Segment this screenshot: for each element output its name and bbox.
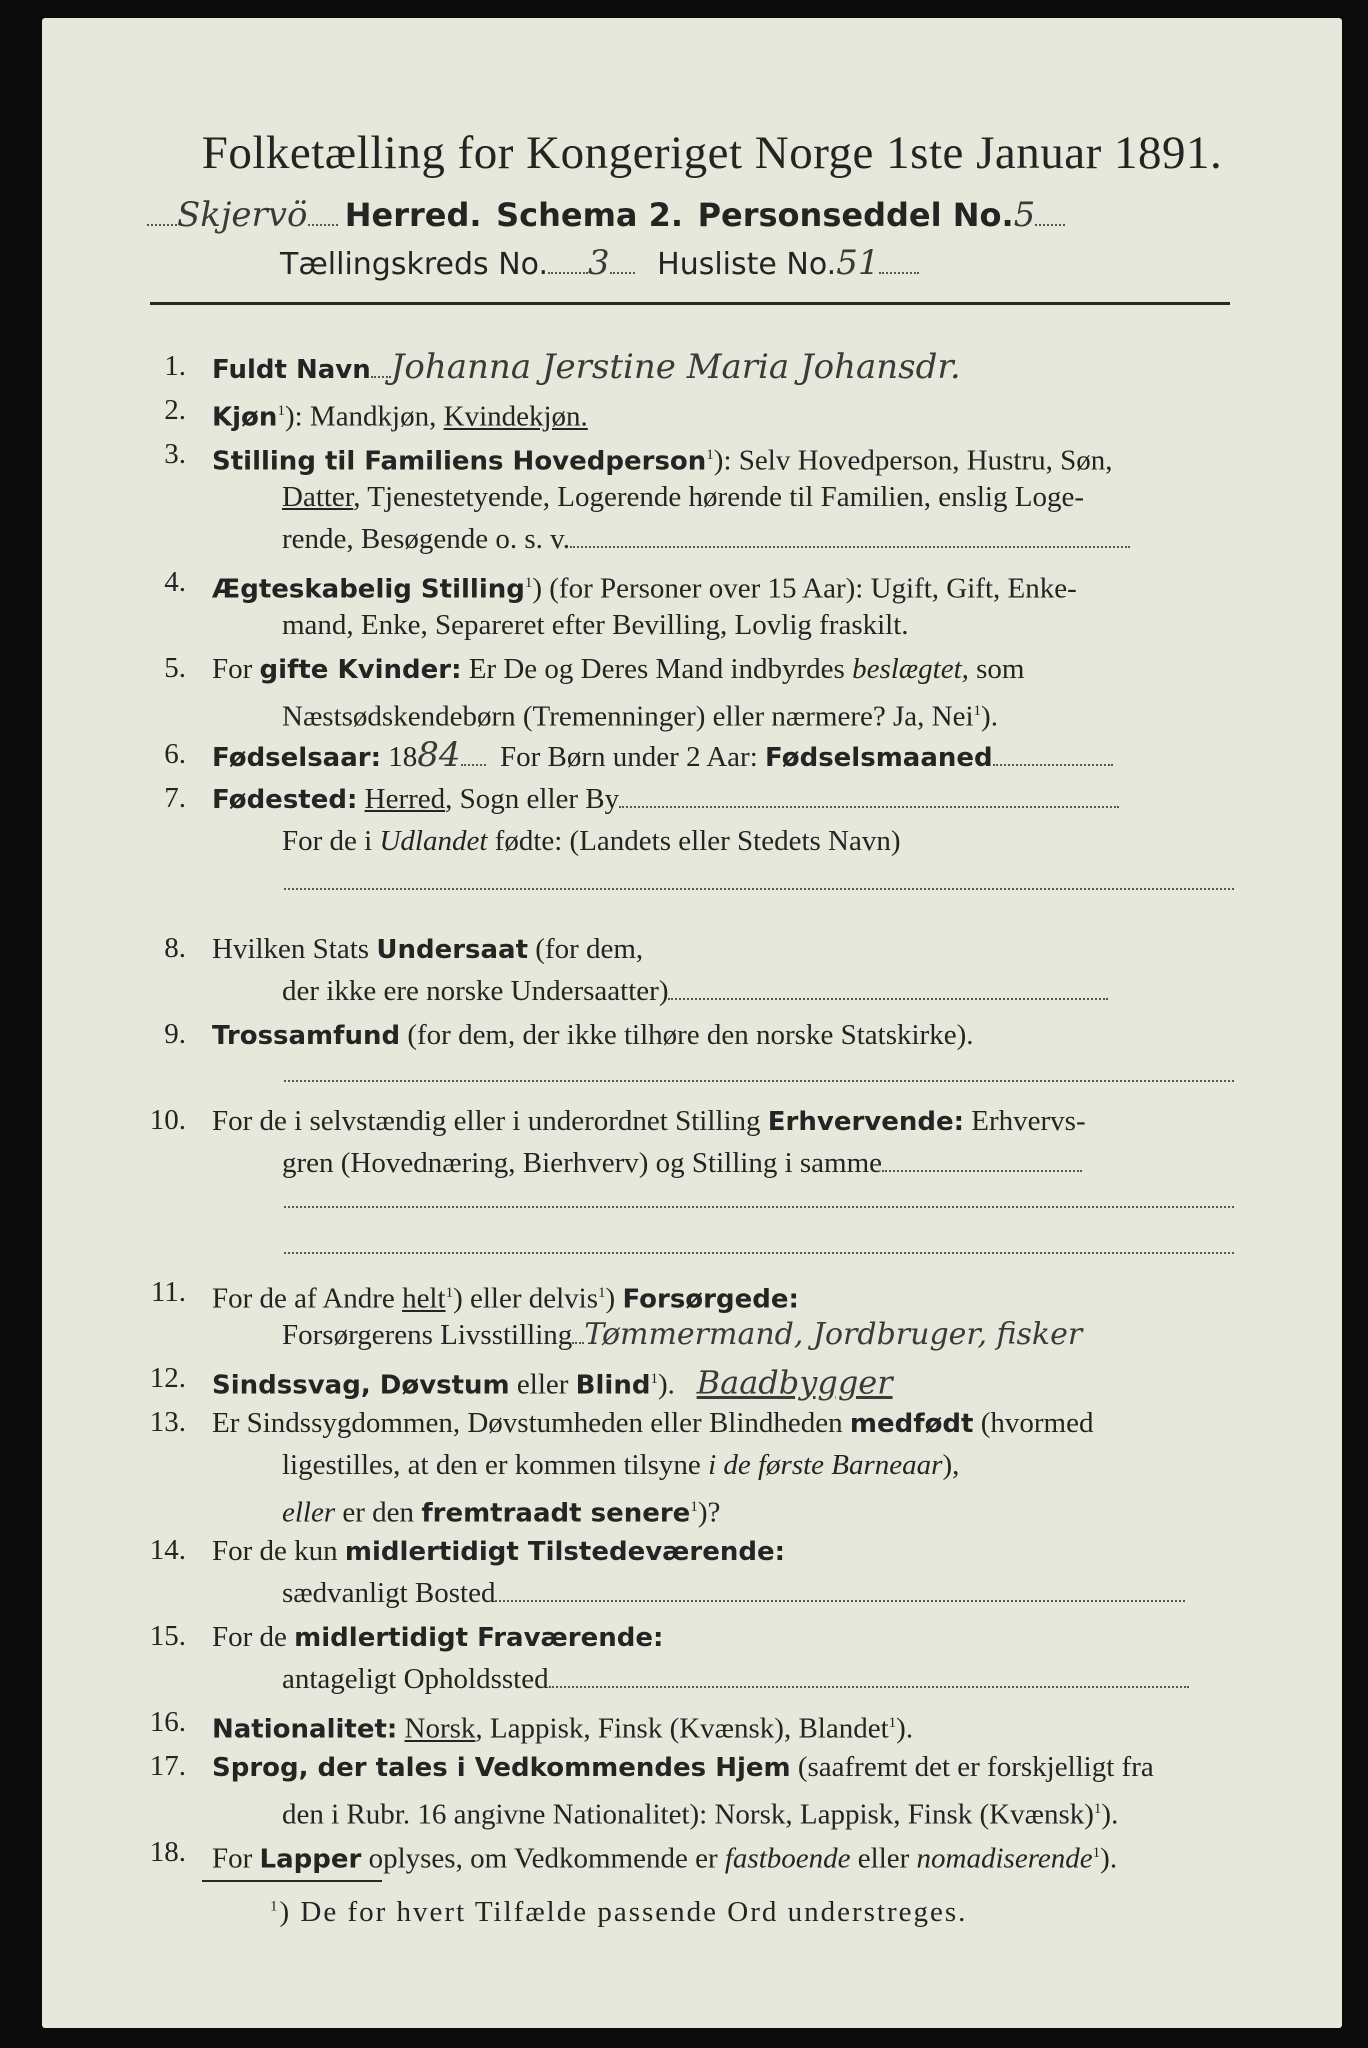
- item-text: For de: [212, 1621, 287, 1653]
- item-7-line-2: [282, 824, 901, 858]
- item-text: (for dem,: [535, 933, 644, 965]
- item-12-disability: Sindssvag, Døvstum eller Blind$^1$). Baadbygger: [212, 1363, 893, 1402]
- position-text: ): Selv Hovedperson, Hustru, Søn,: [713, 444, 1113, 477]
- item-text: er den: [342, 1496, 415, 1529]
- full-name-value: Johanna Jerstine Maria Johansdr.: [390, 347, 961, 387]
- item-text: , Sogn eller By: [445, 783, 620, 815]
- item-number: 2.: [164, 394, 186, 426]
- birthplace-selected: Herred: [364, 783, 446, 815]
- footnote-ref: 1: [888, 1715, 897, 1731]
- footnote-ref: 1: [524, 575, 533, 591]
- temp-present-label: midlertidigt Tilstedeværende:: [344, 1537, 786, 1567]
- item-text: beslægtet,: [852, 653, 969, 685]
- item-5-married-women: [212, 652, 1024, 687]
- item-text: der ikke ere norske Undersaatter): [282, 975, 669, 1007]
- provider-occupation-value: Tømmermand, Jordbruger, fisker: [584, 1317, 1083, 1352]
- item-6-birth-year: [212, 735, 1113, 775]
- footnote-ref: 1: [445, 1285, 454, 1301]
- item-number: 17.: [149, 1750, 186, 1782]
- header-line-2: [280, 243, 919, 283]
- item-text: fastboende: [724, 1842, 851, 1875]
- footnote-ref: 1: [706, 447, 714, 463]
- item-number: 15.: [149, 1620, 186, 1652]
- later-label: fremtraadt senere: [421, 1498, 691, 1529]
- disability-value: Baadbygger: [696, 1363, 893, 1402]
- disability-label: Sindssvag, Døvstum: [212, 1370, 510, 1401]
- blind-label: Blind: [575, 1370, 651, 1401]
- temp-absent-label: midlertidigt Fraværende:: [294, 1623, 664, 1653]
- footnote-rule: [202, 1880, 382, 1882]
- personseddel-value: 5: [1013, 195, 1036, 235]
- item-text: For Børn under 2 Aar:: [500, 741, 758, 773]
- item-text: Udlandet: [379, 825, 488, 857]
- item-3-line-3: [282, 522, 1130, 556]
- item-text: Livsstilling: [440, 1319, 573, 1351]
- husliste-value: 51: [836, 243, 880, 283]
- married-women-label: gifte Kvinder:: [259, 655, 462, 685]
- footnote-text: ) De for hvert Tilfælde passende Ord understreges.: [279, 1896, 968, 1928]
- item-text: oplyses, om Vedkommende er: [368, 1842, 718, 1875]
- item-text: antageligt Opholdssted: [282, 1663, 549, 1695]
- item-18-lapps: For Lapper oplyses, om Vedkommende er fastboende eller nomadiserende$^1$).: [212, 1842, 1118, 1875]
- header-rule: [150, 302, 1230, 305]
- birthplace-label: Fødested:: [212, 785, 358, 815]
- lapps-label: Lapper: [259, 1844, 362, 1875]
- item-text: Næstsødskendebørn (Tremenninger) eller nærmere? Ja, Nei: [282, 700, 974, 733]
- birth-year-label: Fødselsaar:: [212, 743, 381, 773]
- item-8-line-2: [282, 974, 1108, 1008]
- item-text: eller: [516, 1368, 569, 1401]
- herred-value: Skjervö: [177, 195, 308, 235]
- full-name-label: Fuldt Navn: [212, 355, 371, 385]
- marital-text: ) (for Personer over 15 Aar): Ugift, Gift, Enke-: [532, 572, 1077, 605]
- item-3-line-2: [282, 480, 1084, 514]
- item-text: sædvanligt Bosted: [282, 1577, 496, 1609]
- item-text: som: [976, 653, 1025, 685]
- item-text: Forsørgerens: [282, 1319, 433, 1351]
- religion-label: Trossamfund: [212, 1021, 401, 1051]
- footnote-ref: 1: [1093, 1801, 1102, 1817]
- item-number: 7.: [164, 782, 186, 814]
- item-text: den i Rubr. 16 angivne Nationalitet): Norsk, Lappisk, Finsk (Kvænsk): [282, 1798, 1094, 1831]
- item-number: 1.: [164, 350, 186, 382]
- footnote-ref: 1: [598, 1285, 606, 1301]
- item-text: gren (Hovednæring, Bierhverv) og Stilling i samme: [282, 1147, 883, 1179]
- item-text: For de i: [282, 825, 373, 857]
- item-17-language: [212, 1750, 1154, 1785]
- position-selected: Datter: [282, 481, 354, 513]
- item-10-line-2: [282, 1146, 1082, 1180]
- husliste-label: Husliste No.: [657, 247, 837, 282]
- citizenship-label: Undersaat: [376, 935, 529, 965]
- footnote-ref: 1: [1092, 1845, 1101, 1861]
- item-17-line-2: den i Rubr. 16 angivne Nationalitet): Norsk, Lappisk, Finsk (Kvænsk)$^1$).: [282, 1798, 1119, 1831]
- item-text: fødte: (Landets eller Stedets Navn): [494, 825, 901, 857]
- item-9-religion: [212, 1018, 973, 1053]
- item-text: eller: [282, 1496, 336, 1529]
- item-number: 14.: [149, 1534, 186, 1566]
- item-number: 4.: [164, 566, 186, 598]
- form-title: Folketælling for Kongeriget Norge 1ste Januar 1891.: [201, 127, 1223, 179]
- item-11-supported: For de af Andre helt$^1$) eller delvis$^1$) Forsørgede:: [212, 1282, 799, 1315]
- footnote-mark: 1: [270, 1898, 280, 1915]
- item-4-line-2: [282, 608, 909, 642]
- item-text: Erhvervs-: [971, 1105, 1086, 1137]
- occupation-label: Erhvervende:: [767, 1107, 965, 1137]
- item-text: Hvilken Stats: [212, 933, 370, 965]
- item-8-citizenship: [212, 932, 643, 967]
- birth-year-value: 84: [417, 735, 461, 775]
- item-number: 11.: [150, 1276, 186, 1308]
- item-5-line-2: Næstsødskendebørn (Tremenninger) eller nærmere? Ja, Nei$^1$).: [282, 700, 998, 733]
- item-number: 16.: [149, 1706, 186, 1738]
- header-line-1: [147, 195, 1065, 235]
- position-text: rende, Besøgende o. s. v.: [282, 523, 571, 555]
- item-text: Er Sindssygdommen, Døvstumheden eller Blindheden: [212, 1407, 843, 1439]
- item-number: 13.: [149, 1406, 186, 1438]
- language-label: Sprog, der tales i Vedkommendes Hjem: [212, 1753, 791, 1783]
- item-text: ) eller delvis: [453, 1282, 599, 1315]
- blank-line: [284, 1252, 1234, 1254]
- blank-line: [284, 888, 1234, 890]
- item-text: For de af Andre: [212, 1282, 395, 1315]
- item-number: 12.: [149, 1362, 186, 1394]
- item-number: 10.: [149, 1104, 186, 1136]
- congenital-label: medfødt: [849, 1409, 974, 1439]
- item-4-marital: [212, 566, 1077, 607]
- birth-year-prefix: 18: [388, 741, 418, 773]
- item-text: ),: [942, 1449, 960, 1481]
- item-14-line-2: [282, 1576, 1185, 1610]
- footnote-ref: 1: [690, 1499, 698, 1515]
- item-number: 9.: [164, 1018, 186, 1050]
- marital-label: Ægteskabelig Stilling: [212, 574, 525, 605]
- item-text: (for dem, der ikke tilhøre den norske Statskirke).: [407, 1019, 974, 1051]
- position-text: , Tjenestetyende, Logerende hørende til Familien, enslig Loge-: [353, 481, 1084, 513]
- item-14-temp-present: [212, 1534, 785, 1569]
- nationality-label: Nationalitet:: [212, 1714, 398, 1745]
- item-13-congenital: [212, 1406, 1093, 1441]
- item-13-line-2: [282, 1448, 959, 1482]
- item-text: For de kun: [212, 1535, 338, 1567]
- census-form: [42, 18, 1342, 2028]
- footnote: [270, 1896, 967, 1929]
- item-text: , Lappisk, Finsk (Kvænsk), Blandet: [475, 1712, 889, 1745]
- item-number: 18.: [149, 1836, 186, 1868]
- item-7-birthplace: [212, 782, 1119, 817]
- marital-text: mand, Enke, Separeret efter Bevilling, Lovlig fraskilt.: [282, 609, 909, 641]
- item-16-nationality: Nationalitet: Norsk, Lappisk, Finsk (Kvænsk), Blandet$^1$).: [212, 1712, 914, 1745]
- birth-month-label: Fødselsmaaned: [765, 743, 993, 773]
- item-15-temp-absent: [212, 1620, 663, 1655]
- footnote-ref: 1: [277, 403, 285, 419]
- sex-options: ): Mandkjøn,: [284, 400, 437, 433]
- item-11-line-2: [282, 1318, 1082, 1352]
- item-number: 5.: [164, 652, 186, 684]
- sex-selected: Kvindekjøn.: [443, 400, 588, 433]
- item-10-occupation: [212, 1104, 1086, 1139]
- taellingskreds-value: 3: [588, 243, 610, 283]
- item-number: 8.: [164, 932, 186, 964]
- sex-label: Kjøn: [212, 402, 278, 433]
- item-13-line-3: [282, 1490, 720, 1531]
- item-number: 3.: [164, 438, 186, 470]
- item-2-sex: [212, 394, 588, 435]
- footnote-ref: 1: [650, 1371, 658, 1387]
- item-text: For de i selvstændig eller i underordnet Stilling: [212, 1105, 761, 1137]
- item-text: For: [212, 1842, 253, 1875]
- item-text: For: [212, 653, 253, 685]
- blank-line: [284, 1080, 1234, 1082]
- item-3-position: [212, 438, 1113, 479]
- item-text: Er De og Deres Mand indbyrdes: [468, 653, 845, 685]
- supported-label: Forsørgede:: [622, 1284, 799, 1315]
- supported-selected: helt: [402, 1282, 446, 1315]
- item-1-full-name: [212, 347, 961, 387]
- item-text: (saafremt det er forskjelligt fra: [797, 1751, 1154, 1783]
- item-text: nomadiserende: [916, 1842, 1093, 1875]
- schema-label: Schema 2.: [496, 196, 684, 234]
- herred-label: Herred.: [344, 196, 482, 234]
- item-number: 6.: [164, 738, 186, 770]
- item-text: )?: [697, 1496, 721, 1529]
- personseddel-label: Personseddel No.: [697, 196, 1014, 234]
- item-text: i de første Barneaar: [708, 1449, 943, 1481]
- nationality-selected: Norsk: [404, 1712, 476, 1745]
- blank-line: [284, 1206, 1234, 1208]
- position-label: Stilling til Familiens Hovedperson: [212, 446, 707, 477]
- item-15-line-2: [282, 1662, 1189, 1696]
- footnote-ref: 1: [973, 703, 982, 719]
- taellingskreds-label: Tællingskreds No.: [280, 247, 548, 282]
- item-text: (hvormed: [980, 1407, 1094, 1439]
- item-text: ligestilles, at den er kommen tilsyne: [282, 1449, 701, 1481]
- item-text: eller: [857, 1842, 910, 1875]
